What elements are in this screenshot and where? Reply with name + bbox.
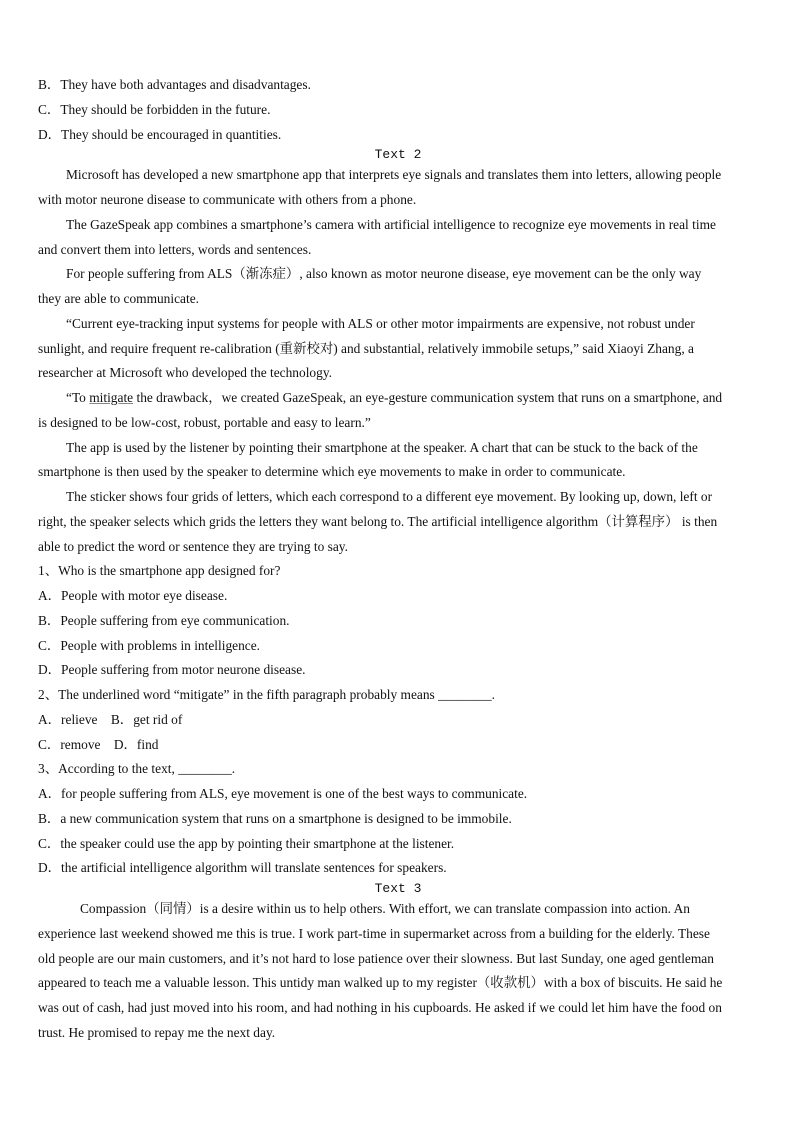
line: The sticker shows four grids of letters, which each correspond to a different eye movement. By looking up, down, left or [66,489,713,504]
answer-option: A．for people suffering from ALS, eye movement is one of the best ways to communicate. [38,786,528,801]
answer-option: D．People suffering from motor neurone disease. [38,662,306,678]
text2-paragraph-3 [38,262,758,312]
line: sunlight, and require frequent re-calibration (重新校对) and substantial, relatively immobile setups,” said Xiaoyi Zhang, a [38,340,694,356]
line: right, the speaker selects which grids the letters they want belong to. The artificial intelligence algorithm（计算程序） is then [38,513,718,529]
option-d: D．They should be encouraged in quantities. [38,126,282,142]
line: smartphone is then used by the speaker to determine which eye movements to make in order to communicate. [38,464,626,480]
line: old people are our main customers, and it’s not hard to lose patience over their slowness. But last Sunday, one aged gentleman [38,950,714,966]
text3-heading: Text 3 [374,881,422,896]
line: For people suffering from ALS（渐冻症）, also known as motor neurone disease, eye movement can be the only way [66,266,702,282]
text2-paragraph-5 [38,386,758,436]
line: researcher at Microsoft who developed the technology. [38,365,332,381]
text2-heading: Text 2 [374,147,422,163]
text3-paragraph-1 [38,897,758,1046]
line: The app is used by the listener by pointing their smartphone at the speaker. A chart that can be stuck to the back of the [66,439,698,455]
line: experience last weekend showed me this is true. I work part-time in supermarket across from a building for the elderly. These [38,925,710,941]
answer-option: B．People suffering from eye communication. [38,612,290,628]
text-segment: “To [66,390,90,405]
line: Compassion（同情）is a desire within us to help others. With effort, we can translate compassion into action. An [80,901,690,916]
line: “Current eye-tracking input systems for people with ALS or other motor impairments are expensive, not robust under [66,315,695,331]
question-1 [38,559,758,683]
line: and convert them into letters, words and sentences. [38,241,312,257]
text2-paragraph-6 [38,436,758,486]
line: is designed to be low-cost, robust, portable and easy to learn.” [38,414,371,430]
line: appeared to teach me a valuable lesson. This untidy man walked up to my register（收款机）with a box of biscuits. He said he [38,975,723,991]
line: trust. He promised to repay me the next day. [38,1024,276,1040]
text2-paragraph-4 [38,312,758,386]
line: able to predict the word or sentence they are trying to say. [38,538,348,554]
text2-paragraph-1 [38,163,758,213]
line: The GazeSpeak app combines a smartphone’s camera with artificial intelligence to recognize eye movements in real time [66,216,716,232]
question-stem: 1、Who is the smartphone app designed for? [38,563,281,579]
answer-option: A．relieve B．get rid of [38,711,183,727]
option-b: B．They have both advantages and disadvantages. [38,77,311,92]
text2-paragraph-2 [38,213,758,263]
answer-option: A．People with motor eye disease. [38,588,228,603]
document-page [38,73,758,1046]
text-segment: the drawback，we created GazeSpeak, an eye-gesture communication system that runs on a smartphone, and [133,390,723,405]
question-2 [38,683,758,757]
question-stem: 3、According to the text, ________. [38,761,236,777]
underlined-word: mitigate [89,390,134,405]
option-c: C．They should be forbidden in the future. [38,101,271,117]
answer-option: C．remove D．find [38,736,159,752]
question-3 [38,757,758,881]
line: Microsoft has developed a new smartphone app that interprets eye signals and translates them into letters, allowing people [66,167,722,183]
answer-option: C．People with problems in intelligence. [38,637,261,653]
answer-option: B．a new communication system that runs on a smartphone is designed to be immobile. [38,810,512,826]
line: they are able to communicate. [38,291,199,306]
answer-option: D．the artificial intelligence algorithm will translate sentences for speakers. [38,860,447,876]
line: with motor neurone disease to communicate with others from a phone. [38,192,417,207]
text2-paragraph-7 [38,485,758,559]
line [38,386,758,411]
answer-option: C．the speaker could use the app by pointing their smartphone at the listener. [38,835,455,851]
line: was out of cash, had just moved into his room, and had nothing in his cupboards. He asked if we could let him have the food on [38,1000,722,1015]
question-stem: 2、The underlined word “mitigate” in the fifth paragraph probably means ________. [38,687,496,702]
